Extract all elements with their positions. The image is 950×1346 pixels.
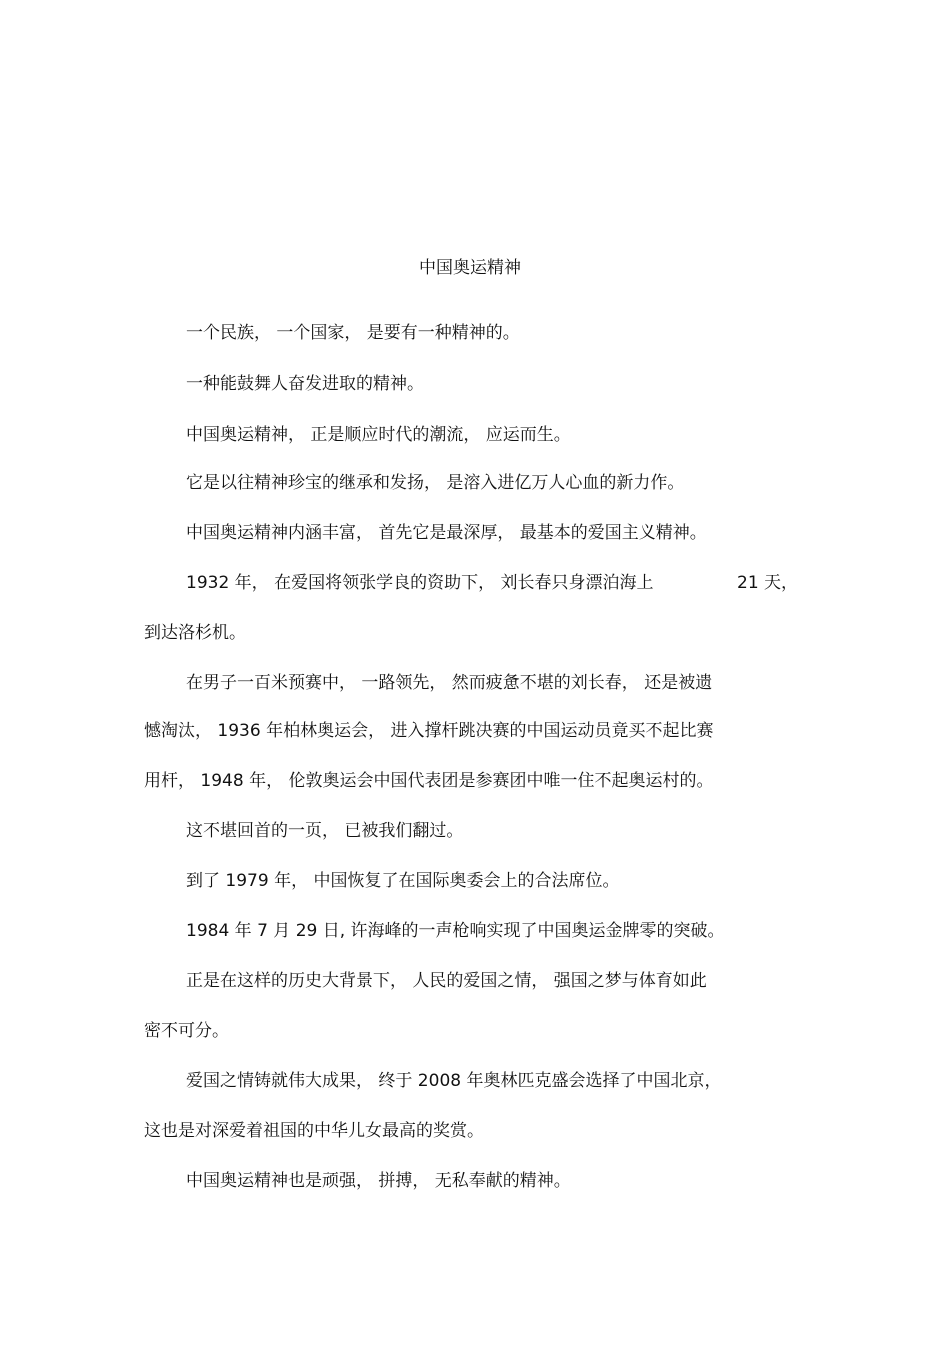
paragraph-line: 用杆， 1948 年， 伦敦奥运会中国代表团是参赛团中唯一住不起奥运村的。 <box>144 771 714 791</box>
paragraph-line: 它是以往精神珍宝的继承和发扬， 是溶入进亿万人心血的新力作。 <box>186 473 685 493</box>
paragraph-line: 中国奥运精神内涵丰富， 首先它是最深厚， 最基本的爱国主义精神。 <box>186 523 707 543</box>
paragraph-line: 中国奥运精神也是顽强， 拼搏， 无私奉献的精神。 <box>186 1171 571 1191</box>
paragraph-line: 到了 1979 年， 中国恢复了在国际奥委会上的合法席位。 <box>186 871 620 891</box>
paragraph-line: 1932 年， 在爱国将领张学良的资助下， 刘长春只身漂泊海上 <box>186 573 654 593</box>
paragraph-line: 密不可分。 <box>144 1021 229 1041</box>
paragraph-line: 1984 年 7 月 29 日, 许海峰的一声枪响实现了中国奥运金牌零的突破。 <box>186 921 725 941</box>
paragraph-line: 这不堪回首的一页， 已被我们翻过。 <box>186 821 464 841</box>
paragraph-line: 爱国之情铸就伟大成果， 终于 2008 年奥林匹克盛会选择了中国北京， <box>186 1071 722 1091</box>
paragraph-line: 一个民族， 一个国家， 是要有一种精神的。 <box>186 323 520 343</box>
paragraph-line: 正是在这样的历史大背景下， 人民的爱国之情， 强国之梦与体育如此 <box>186 971 707 991</box>
paragraph-line: 这也是对深爱着祖国的中华儿女最高的奖赏。 <box>144 1121 484 1141</box>
paragraph-line: 在男子一百米预赛中， 一路领先， 然而疲惫不堪的刘长春， 还是被遗 <box>186 673 713 693</box>
paragraph-line: 一种能鼓舞人奋发进取的精神。 <box>186 374 424 394</box>
paragraph-line: 到达洛杉机。 <box>144 623 246 643</box>
paragraph-line: 21 天， <box>737 573 799 593</box>
paragraph-line: 憾淘汰， 1936 年柏林奥运会， 进入撑杆跳决赛的中国运动员竟买不起比赛 <box>144 721 714 741</box>
document-title: 中国奥运精神 <box>419 258 521 278</box>
paragraph-line: 中国奥运精神， 正是顺应时代的潮流， 应运而生。 <box>186 425 571 445</box>
